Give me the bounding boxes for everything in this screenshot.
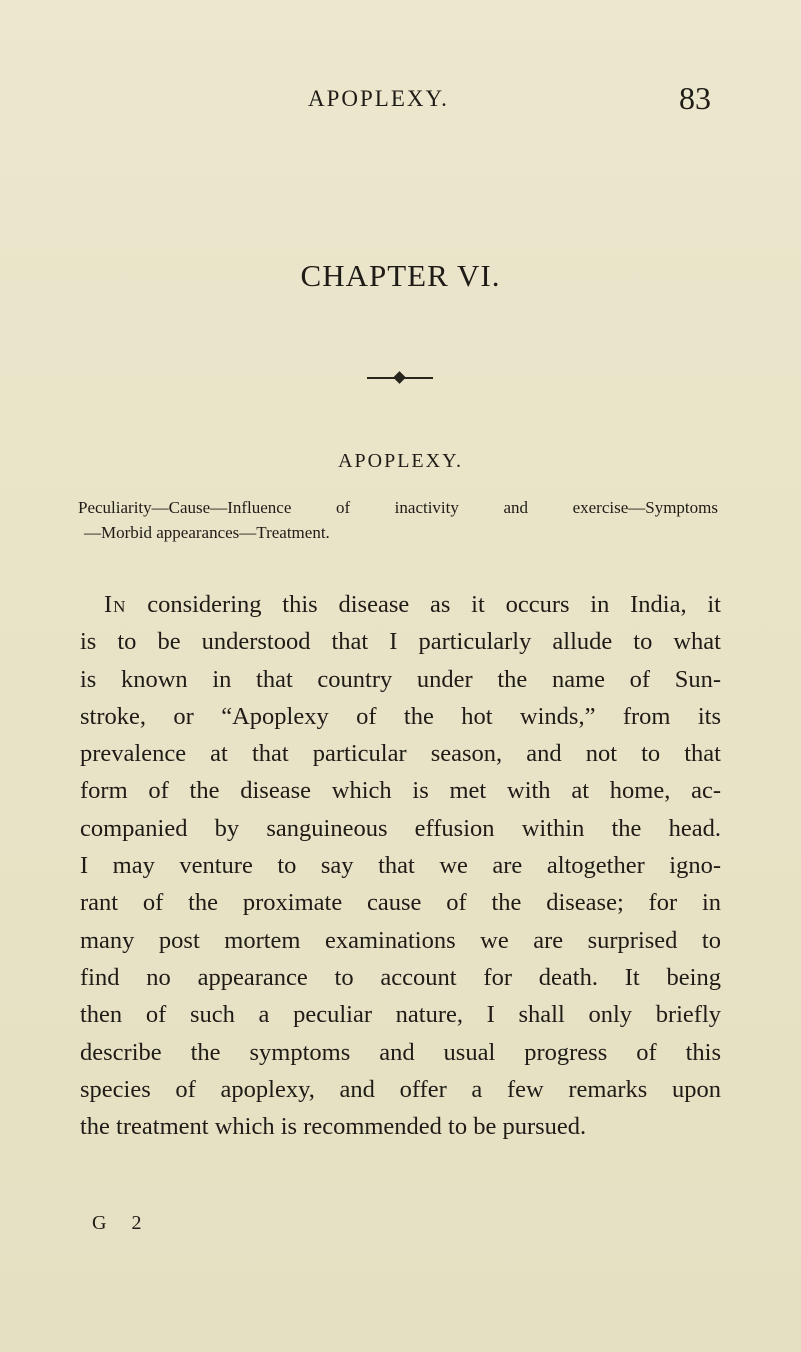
chapter-synopsis (78, 495, 718, 545)
text-line: stroke, or “Apoplexy of the hot winds,” from its (80, 702, 721, 730)
text-line: I may venture to say that we are altogether igno- (80, 852, 721, 880)
synopsis-line: —Morbid appearances—Treatment. (84, 523, 330, 542)
ornament-divider (367, 372, 433, 384)
text-line: many post mortem examinations we are surprised to (80, 926, 721, 954)
text-line: prevalence at that particular season, and not to that (80, 740, 721, 768)
text-line: find no appearance to account for death. It being (80, 963, 721, 991)
text-line: species of apoplexy, and offer a few remarks upon (80, 1075, 721, 1103)
text-line: rant of the proximate cause of the disease; for in (80, 889, 721, 917)
text-line: then of such a peculiar nature, I shall only briefly (80, 1001, 721, 1029)
chapter-heading: CHAPTER VI. (300, 258, 501, 293)
synopsis-line: Peculiarity—Cause—Influence of inactivity and exercise—Symptoms (78, 498, 718, 517)
opening-word: In (104, 591, 127, 618)
text-line: companied by sanguineous effusion within the head. (80, 814, 721, 842)
running-head (0, 80, 801, 116)
text-line: describe the symptoms and usual progress of this (80, 1038, 721, 1066)
section-title: APOPLEXY. (338, 450, 463, 472)
text-line: the treatment which is recommended to be pursued. (80, 1113, 587, 1141)
body-paragraph (80, 586, 721, 1145)
text-line (80, 586, 721, 623)
signature-mark: G 2 (92, 1212, 152, 1234)
running-head-title: APOPLEXY. (308, 86, 449, 111)
diamond-icon (393, 371, 406, 384)
first-line-text: considering this disease as it occurs in India, it (126, 591, 721, 618)
text-line: form of the disease which is met with at home, ac- (80, 777, 721, 805)
text-line: is to be understood that I particularly allude to what (80, 628, 721, 656)
page-number: 83 (679, 80, 711, 116)
text-line: is known in that country under the name of Sun- (80, 665, 721, 693)
